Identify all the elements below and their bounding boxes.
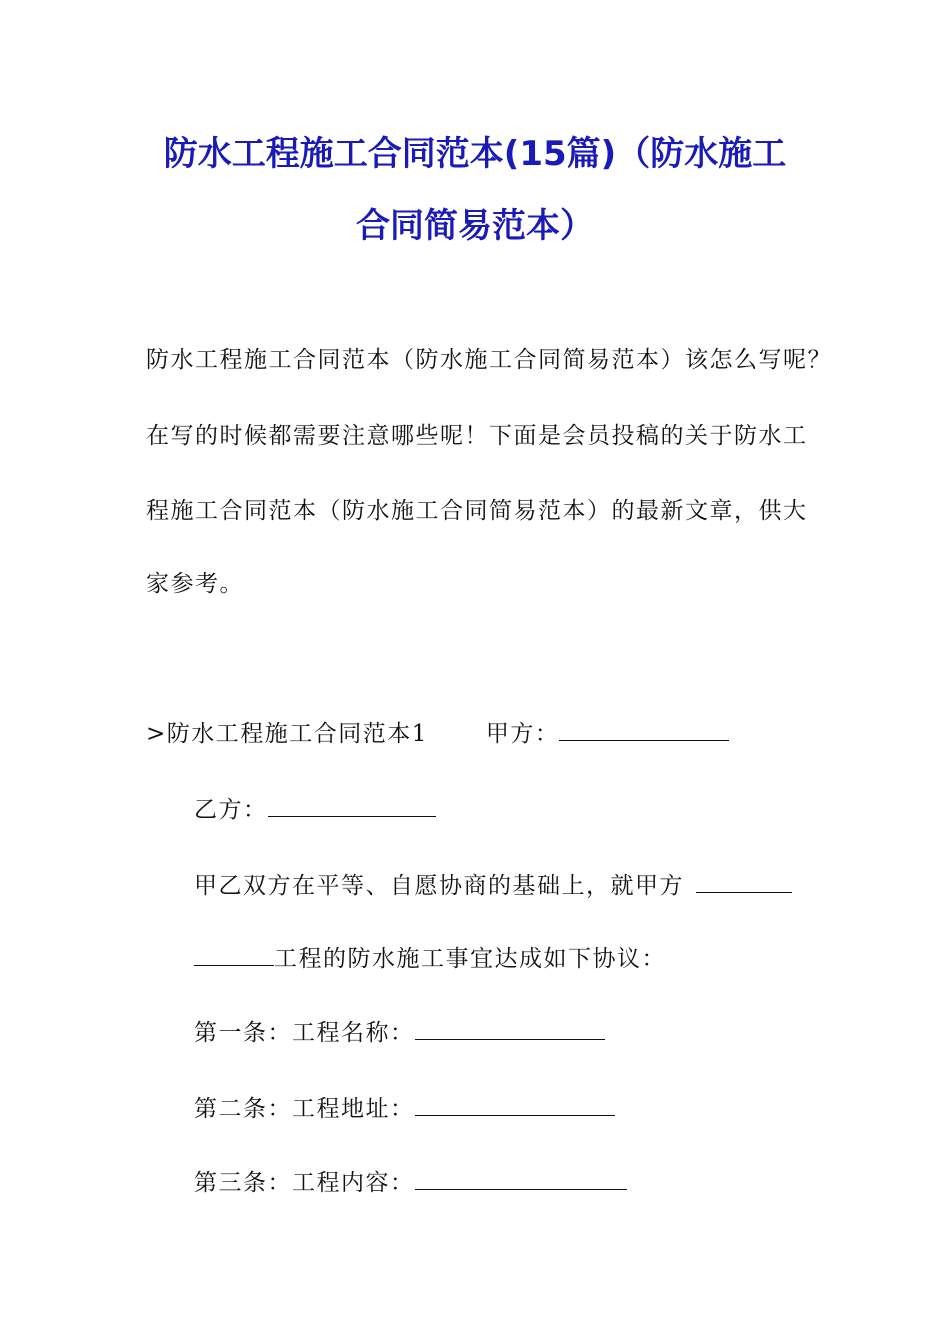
project-blank-start: [696, 870, 792, 893]
agreement-text-1: 甲乙双方在平等、自愿协商的基础上，就甲方: [194, 873, 684, 899]
party-b-label: 乙方：: [194, 797, 268, 823]
party-b-blank: [268, 794, 436, 817]
intro-paragraph-line-4: 家参考。: [146, 571, 244, 597]
clause-3-blank: [415, 1167, 627, 1190]
document-title-line-2: 合同简易范本）: [356, 206, 594, 246]
agreement-line-1: [194, 870, 792, 901]
clause-1-label: 第一条：工程名称：: [194, 1020, 415, 1046]
clause-2-row: [194, 1093, 615, 1124]
intro-paragraph-line-2: 在写的时候都需要注意哪些呢！下面是会员投稿的关于防水工: [146, 423, 808, 449]
clause-2-label: 第二条：工程地址：: [194, 1096, 415, 1122]
clause-3-label: 第三条：工程内容：: [194, 1170, 415, 1196]
document-title-line-1: 防水工程施工合同范本(15篇)（防水施工: [163, 134, 787, 174]
agreement-line-2: [194, 943, 666, 974]
party-a-label: 甲方：: [485, 721, 560, 747]
party-b-row: [194, 794, 436, 825]
clause-1-blank: [415, 1017, 605, 1040]
project-blank-end: [194, 943, 274, 966]
intro-paragraph-line-3: 程施工合同范本（防水施工合同简易范本）的最新文章，供大: [146, 498, 808, 524]
clause-2-blank: [415, 1093, 615, 1116]
agreement-text-2: 工程的防水施工事宜达成如下协议：: [274, 946, 666, 972]
section-heading-row: [146, 718, 729, 749]
clause-1-row: [194, 1017, 605, 1048]
intro-paragraph-line-1: 防水工程施工合同范本（防水施工合同简易范本）该怎么写呢？: [146, 347, 832, 373]
party-a-blank: [559, 718, 729, 741]
section-heading: >防水工程施工合同范本1: [146, 721, 428, 747]
clause-3-row: [194, 1167, 627, 1198]
